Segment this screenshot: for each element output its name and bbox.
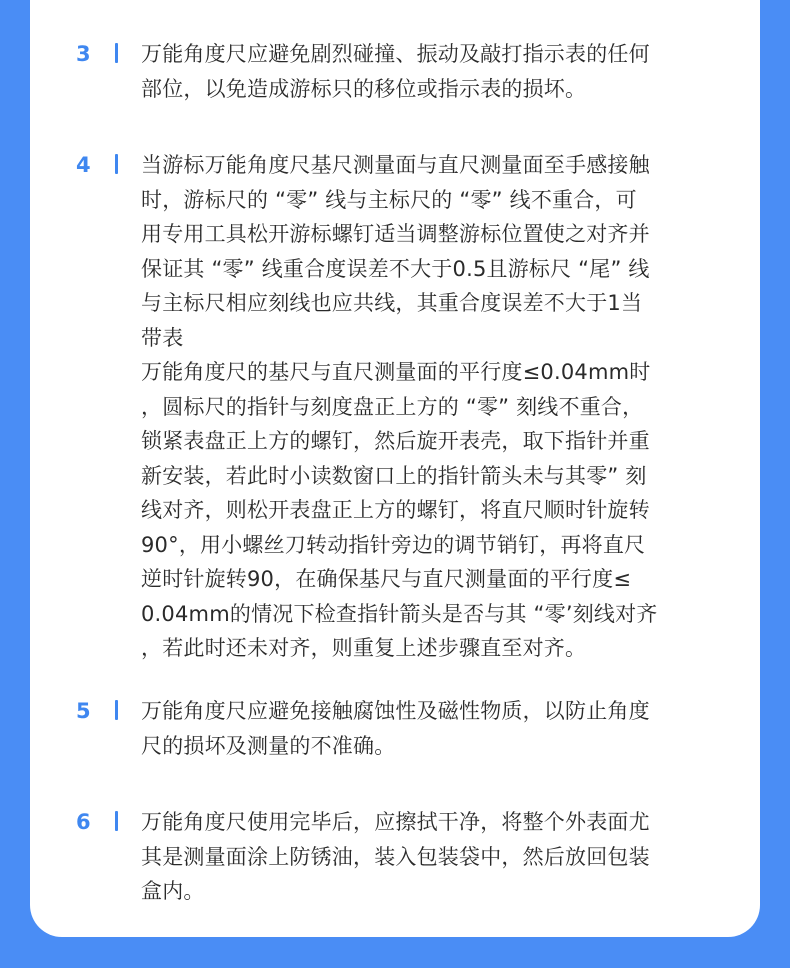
text-line: ，圆标尺的指针与刻度盘正上方的 “零” 刻线不重合，: [141, 394, 644, 419]
text-line: 带表: [141, 325, 184, 350]
text-line: 90°，用小螺丝刀转动指针旁边的调节销钉，再将直尺: [141, 532, 646, 557]
text-line: 万能角度尺使用完毕后，应擦拭干净，将整个外表面尤: [141, 810, 650, 834]
text-line: 时，游标尺的 “零” 线与主标尺的 “零” 线不重合，可: [141, 187, 637, 212]
text-line: 逆时针旋转90，在确保基尺与直尺测量面的平行度≤: [141, 567, 632, 591]
text-line: 尺的损坏及测量的不准确。: [141, 733, 396, 758]
item-divider-bar: [115, 43, 118, 63]
text-line: 与主标尺相应刻线也应共线，其重合度误差不大于1当: [141, 291, 643, 315]
text-line: 万能角度尺应避免接触腐蚀性及磁性物质，以防止角度: [141, 699, 650, 723]
text-line: 锁紧表盘正上方的螺钉，然后旋开表壳，取下指针并重: [141, 429, 650, 453]
item-divider-bar: [115, 154, 118, 174]
text-line: ，若此时还未对齐，则重复上述步骤直至对齐。: [141, 636, 587, 660]
item-divider-bar: [115, 811, 118, 831]
text-line: 万能角度尺应避免剧烈碰撞、振动及敲打指示表的任何: [141, 42, 650, 66]
item-number: 4: [76, 153, 91, 177]
item-number: 3: [76, 42, 91, 66]
text-line: 部位，以免造成游标只的移位或指示表的损坏。: [141, 76, 587, 101]
text-line: 盒内。: [141, 879, 205, 903]
text-line: 新安装，若此时小读数窗口上的指针箭头未与其零” 刻: [141, 463, 647, 488]
item-text: [141, 148, 711, 666]
item-text: [141, 37, 711, 106]
text-line: 其是测量面涂上防锈油，装入包装袋中，然后放回包装: [141, 844, 650, 869]
item-divider-bar: [115, 700, 118, 720]
item-number: 6: [76, 810, 91, 834]
text-line: 当游标万能角度尺基尺测量面与直尺测量面至手感接触: [141, 153, 650, 177]
item-text: [141, 694, 711, 763]
item-number: 5: [76, 699, 91, 723]
text-line: 用专用工具松开游标螺钉适当调整游标位置使之对齐并: [141, 222, 650, 246]
text-line: 万能角度尺的基尺与直尺测量面的平行度≤0.04mm时: [141, 360, 651, 384]
text-line: 线对齐，则松开表盘正上方的螺钉，将直尺顺时针旋转: [141, 498, 650, 522]
text-line: 保证其 “零” 线重合度误差不大于0.5且游标尺 “尾” 线: [141, 256, 650, 281]
text-line: 0.04mm的情况下检查指针箭头是否与其 “零’刻线对齐: [141, 601, 658, 626]
item-text: [141, 805, 711, 909]
